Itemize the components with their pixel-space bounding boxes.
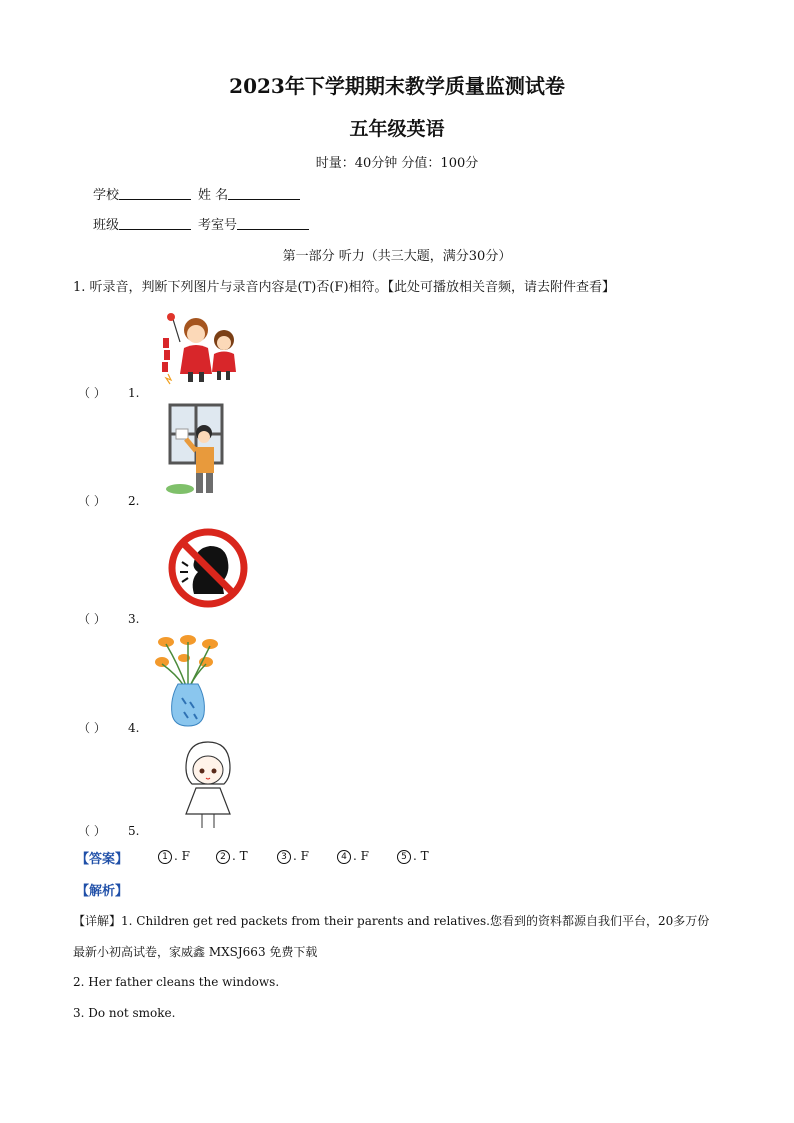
question-item[interactable] <box>78 822 139 839</box>
circled-number: 2 <box>216 850 230 864</box>
answer-item <box>337 849 369 864</box>
answer-item <box>158 849 190 864</box>
school-field[interactable] <box>93 184 191 203</box>
children-firecrackers-picture <box>158 308 240 386</box>
class-blank[interactable] <box>119 217 191 230</box>
explanation-line: 【详解】1. Children get red packets from their parents and relatives.您看到的资料都源自我们平台，20多万份 <box>73 914 710 928</box>
answer-value: . F <box>353 849 369 863</box>
circled-number: 4 <box>337 850 351 864</box>
answer-bracket[interactable]: （ ） <box>78 386 106 400</box>
name-label: 姓 名 <box>198 188 229 203</box>
answer-value: . F <box>293 849 309 863</box>
item-number: 5. <box>128 824 140 838</box>
item-number: 4. <box>128 721 140 735</box>
question-1-instruction: 1. 听录音，判断下列图片与录音内容是(T)否(F)相符。【此处可播放相关音频，请去附件查看】 <box>73 280 616 295</box>
answer-item <box>216 849 248 864</box>
page-subtitle: 五年级英语 <box>349 118 445 140</box>
answer-bracket[interactable]: （ ） <box>78 494 106 508</box>
question-item[interactable] <box>78 719 139 736</box>
section-title: 第一部分 听力（共三大题，满分30分） <box>282 249 512 264</box>
explanation-line: 2. Her father cleans the windows. <box>73 975 280 989</box>
room-label: 考室号 <box>198 218 238 233</box>
answer-bracket[interactable]: （ ） <box>78 824 106 838</box>
class-field[interactable] <box>93 214 191 233</box>
name-field[interactable] <box>198 184 300 203</box>
man-cleaning-window-picture <box>156 403 256 501</box>
explanation-label: 【解析】 <box>76 884 129 899</box>
circled-number: 1 <box>158 850 172 864</box>
girl-white-dress-picture <box>176 740 238 832</box>
answer-bracket[interactable]: （ ） <box>78 721 106 735</box>
school-label: 学校 <box>93 188 120 203</box>
answer-item <box>397 849 429 864</box>
name-blank[interactable] <box>228 187 300 200</box>
room-blank[interactable] <box>237 217 309 230</box>
item-number: 1. <box>128 386 140 400</box>
room-field[interactable] <box>198 214 309 233</box>
school-blank[interactable] <box>119 187 191 200</box>
answer-value: . T <box>413 849 429 863</box>
question-item[interactable] <box>78 610 139 627</box>
answer-value: . F <box>174 849 190 863</box>
item-number: 3. <box>128 612 140 626</box>
explanation-line: 3. Do not smoke. <box>73 1006 176 1020</box>
question-item[interactable] <box>78 492 139 509</box>
flowers-vase-picture <box>154 632 224 730</box>
item-number: 2. <box>128 494 140 508</box>
exam-meta: 时量：40分钟 分值：100分 <box>315 156 479 171</box>
answer-label: 【答案】 <box>76 852 129 867</box>
circled-number: 3 <box>277 850 291 864</box>
answer-bracket[interactable]: （ ） <box>78 612 106 626</box>
answer-item <box>277 849 309 864</box>
question-item[interactable] <box>78 384 139 401</box>
answer-value: . T <box>232 849 248 863</box>
no-shouting-sign-picture <box>166 526 250 610</box>
class-label: 班级 <box>93 218 120 233</box>
explanation-line: 最新小初高试卷，家威鑫 MXSJ663 免费下载 <box>73 945 318 959</box>
page-title: 2023年下学期期末教学质量监测试卷 <box>229 74 565 98</box>
circled-number: 5 <box>397 850 411 864</box>
